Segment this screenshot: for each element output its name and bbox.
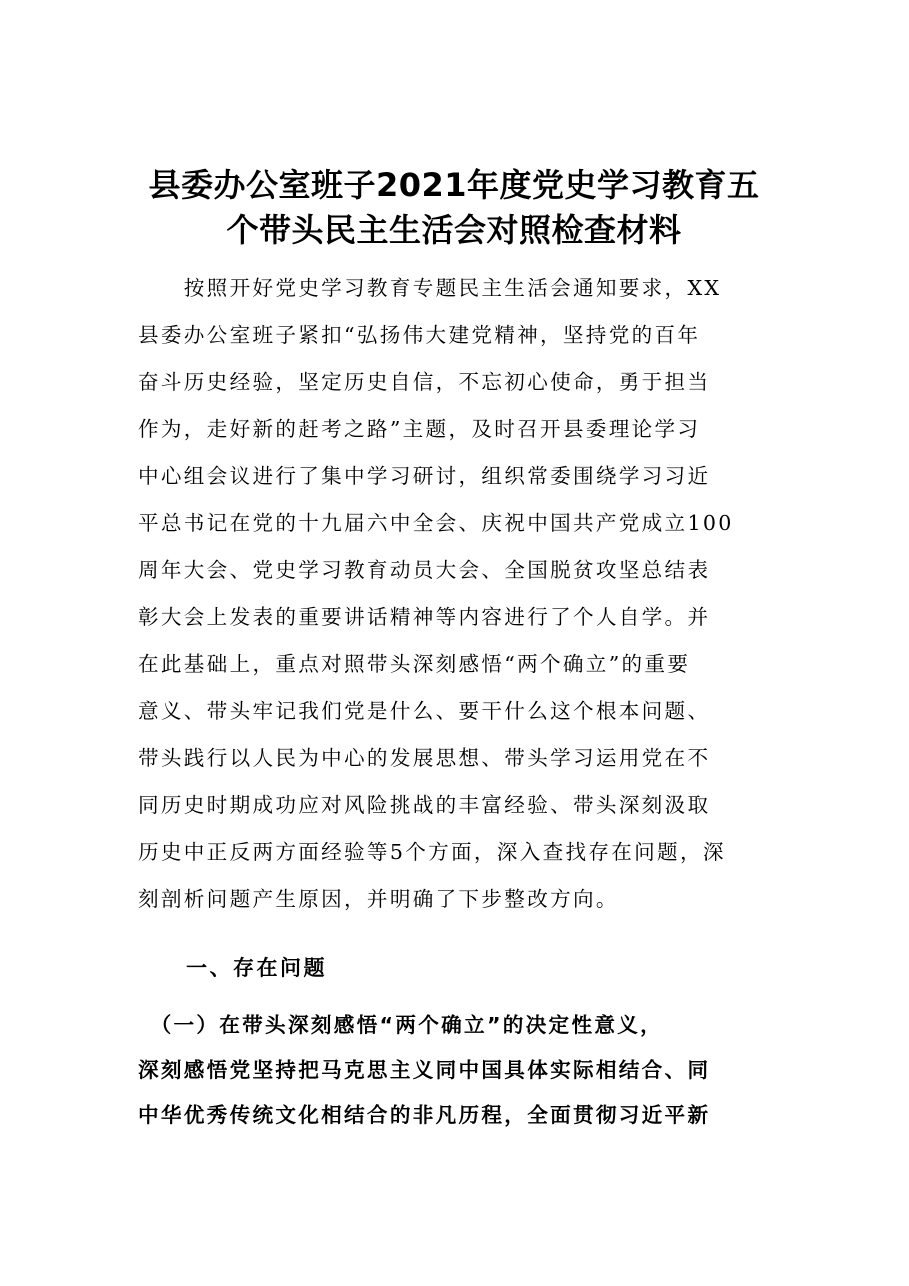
document-title <box>138 163 770 253</box>
paragraph-line: 意义、带头牢记我们党是什么、要干什么这个根本问题、 <box>138 699 711 723</box>
paragraph-line: 历史中正反两方面经验等5个方面，深入查找存在问题，深 <box>138 840 726 864</box>
title-line: 个带头民主生活会对照检查材料 <box>226 211 682 249</box>
paragraph-line: 奋斗历史经验，坚定历史自信，不忘初心使命，勇于担当 <box>138 370 711 394</box>
paragraph-line: 按照开好党史学习教育专题民主生活会通知要求，XX <box>138 276 722 300</box>
paragraph-line: 中心组会议进行了集中学习研讨，组织常委围绕学习习近 <box>138 464 711 488</box>
paragraph-line: 中华优秀传统文化相结合的非凡历程，全面贯彻习近平新 <box>138 1103 711 1127</box>
paragraph-line: 刻剖析问题产生原因，并明确了下步整改方向。 <box>138 887 619 911</box>
paragraph-line: 作为，走好新的赶考之路”主题，及时召开县委理论学习 <box>138 417 701 441</box>
paragraph-line: 平总书记在党的十九届六中全会、庆祝中国共产党成立100 <box>138 511 734 535</box>
title-line: 县委办公室班子2021年度党史学习教育五 <box>148 166 760 204</box>
paragraph-line: 县委办公室班子紧扣“弘扬伟大建党精神，坚持党的百年 <box>138 323 701 347</box>
paragraph-line: 周年大会、党史学习教育动员大会、全国脱贫攻坚总结表 <box>138 558 711 582</box>
paragraph-line: 深刻感悟党坚持把马克思主义同中国具体实际相结合、同 <box>138 1058 711 1082</box>
intro-paragraph <box>138 265 770 923</box>
paragraph-line: 彰大会上发表的重要讲话精神等内容进行了个人自学。并 <box>138 605 711 629</box>
subsection-paragraph <box>138 1003 770 1138</box>
paragraph-line: 带头践行以人民为中心的发展思想、带头学习运用党在不 <box>138 746 711 770</box>
paragraph-line: （一）在带头深刻感悟“两个确立”的决定性意义， <box>138 1013 664 1037</box>
section-heading: 一、存在问题 <box>186 956 327 980</box>
paragraph-line: 在此基础上，重点对照带头深刻感悟“两个确立”的重要 <box>138 652 691 676</box>
paragraph-line: 同历史时期成功应对风险挑战的丰富经验、带头深刻汲取 <box>138 793 711 817</box>
